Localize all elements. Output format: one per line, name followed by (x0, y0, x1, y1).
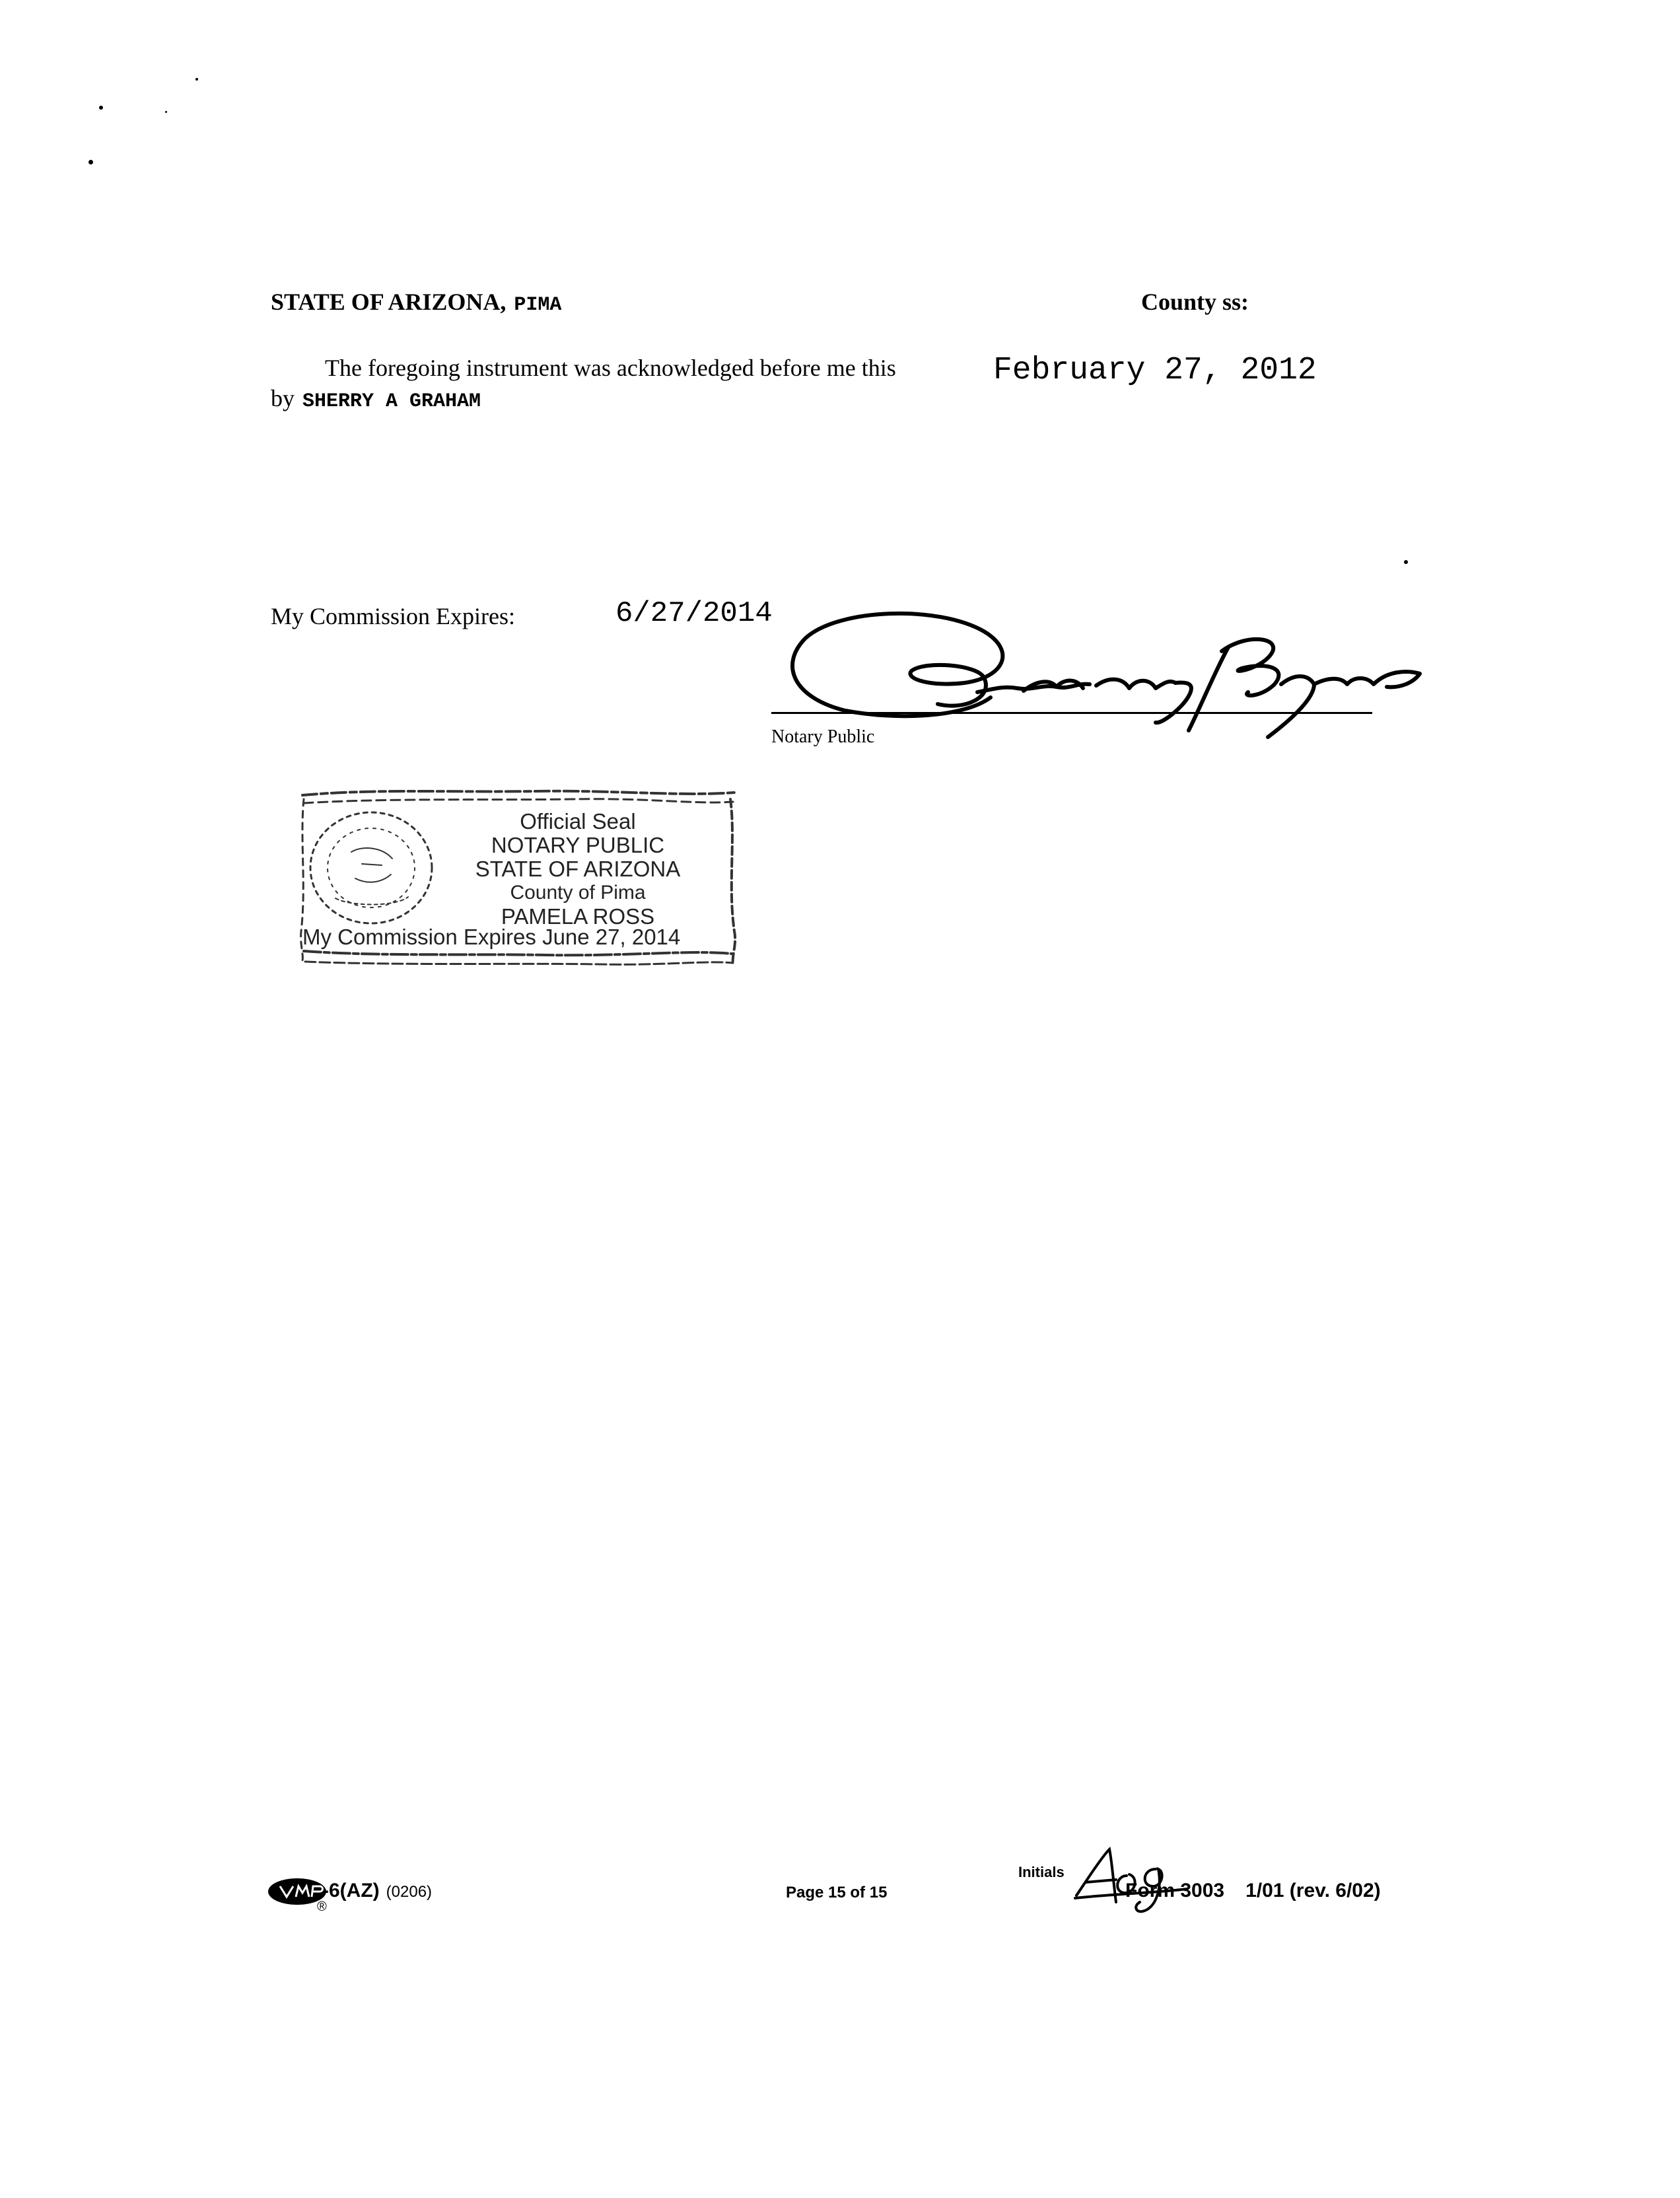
registered-mark: ® (317, 1899, 327, 1914)
page-number: Page 15 of 15 (786, 1884, 888, 1901)
scan-speck (88, 160, 93, 164)
commission-expires-label: My Commission Expires: (271, 603, 516, 629)
seal-line: PAMELA ROSS (501, 904, 655, 929)
seal-line: NOTARY PUBLIC (491, 833, 665, 857)
form-revision: 1/01 (rev. 6/02) (1245, 1880, 1381, 1901)
initials-signature-image (1070, 1843, 1189, 1915)
seal-line: STATE OF ARIZONA (475, 857, 681, 881)
notary-public-label: Notary Public (771, 727, 875, 747)
form-id: -6(AZ) (322, 1880, 380, 1901)
scan-speck (165, 111, 167, 113)
by-label: by (271, 385, 295, 411)
acknowledged-by-line (271, 384, 481, 413)
form-number: Form 3003 (1125, 1880, 1225, 1901)
signature-line (771, 712, 1372, 714)
signer-name: SHERRY A GRAHAM (302, 390, 481, 413)
seal-line: County of Pima (510, 882, 646, 904)
seal-expiry-line: My Commission Expires June 27, 2014 (302, 925, 681, 949)
acknowledgment-date: February 27, 2012 (993, 353, 1317, 388)
seal-text-block (423, 810, 733, 929)
seal-line: Official Seal (520, 809, 636, 833)
county-name: PIMA (514, 294, 562, 316)
commission-expires-date: 6/27/2014 (615, 597, 773, 630)
state-label: STATE OF ARIZONA, (271, 289, 507, 315)
county-ss-label: County ss: (1141, 289, 1249, 315)
initials-label: Initials (1018, 1864, 1065, 1880)
form-number-block (1125, 1880, 1381, 1902)
scan-speck (195, 78, 198, 81)
form-code: (0206) (386, 1883, 433, 1901)
footer-form-id (322, 1880, 432, 1902)
scan-speck (1404, 560, 1408, 564)
state-county-line (271, 288, 561, 316)
acknowledgment-text: The foregoing instrument was acknowledged before me this (325, 355, 896, 381)
scan-speck (99, 106, 103, 110)
